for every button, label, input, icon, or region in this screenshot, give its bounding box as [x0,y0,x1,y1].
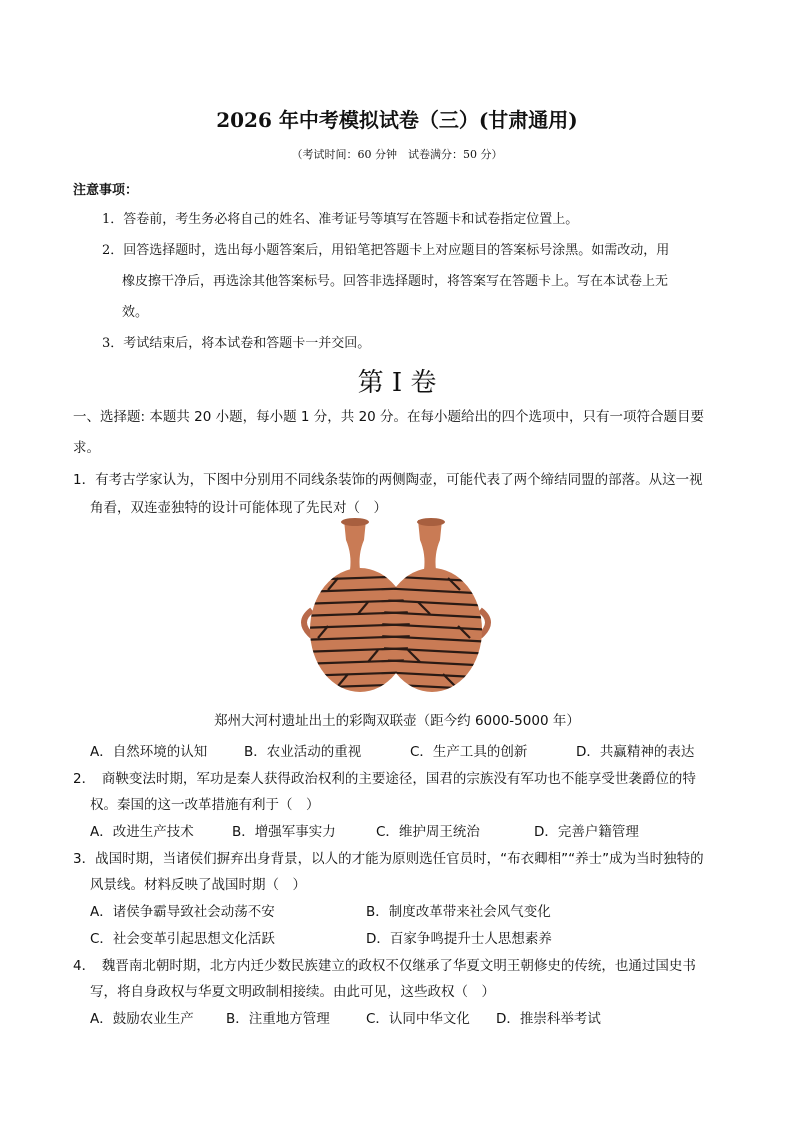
question-1-line-1: 1．有考古学家认为，下图中分别用不同线条装饰的两侧陶壶，可能代表了两个缔结同盟的部落。从这一视 [73,472,703,488]
notice-heading: 注意事项： [73,183,139,198]
notice-item-1: 1．答卷前，考生务必将自己的姓名、准考证号等填写在答题卡和试卷指定位置上。 [102,212,579,227]
question-1-line-2: 角看，双连壶独特的设计可能体现了先民对（ ） [90,500,387,516]
image-caption: 郑州大河村遗址出土的彩陶双联壶（距今约 6000-5000 年） [214,713,580,729]
question-3-line-1: 3．战国时期，当诸侯们摒弃出身背景，以人的才能为原则选任官员时，“布衣卿相”“养士”成为当时独特的 [73,851,704,867]
section-instructions-line-2: 求。 [73,440,100,456]
question-4-line-1: 4． 魏晋南北朝时期，北方内迁少数民族建立的政权不仅继承了华夏文明王朝修史的传统，也通过国史书 [73,958,696,974]
q2-option-d: D．完善户籍管理 [534,824,639,840]
q2-option-b: B．增强军事实力 [232,824,336,840]
question-2-line-2: 权。秦国的这一改革措施有利于（ ） [90,797,320,813]
question-3-line-2: 风景线。材料反映了战国时期（ ） [90,877,306,893]
notice-item-2-line-3: 效。 [122,305,149,320]
notice-item-2-line-1: 2．回答选择题时，选出每小题答案后，用铅笔把答题卡上对应题目的答案标号涂黑。如需改动，用 [102,243,670,258]
q4-option-d: D．推崇科举考试 [496,1011,601,1027]
q2-option-a: A．改进生产技术 [90,824,194,840]
q4-option-a: A．鼓励农业生产 [90,1011,194,1027]
question-2-line-1: 2． 商鞅变法时期，军功是秦人获得政治权利的主要途径，国君的宗族没有军功也不能享受世袭爵位的特 [73,771,696,787]
q3-option-c: C．社会变革引起思想文化活跃 [90,931,275,947]
q1-option-b: B．农业活动的重视 [244,744,362,760]
q3-option-d: D．百家争鸣提升士人思想素养 [366,931,552,947]
exam-subtitle: （考试时间：60 分钟 试卷满分：50 分） [291,148,503,161]
q2-option-c: C．维护周王统治 [376,824,480,840]
notice-item-2-line-2: 橡皮擦干净后，再选涂其他答案标号。回答非选择题时，将答案写在答题卡上。写在本试卷上无 [122,274,669,289]
q1-option-a: A．自然环境的认知 [90,744,208,760]
q1-option-c: C．生产工具的创新 [410,744,528,760]
q3-option-b: B．制度改革带来社会风气变化 [366,904,551,920]
q4-option-b: B．注重地方管理 [226,1011,330,1027]
q1-option-d: D．共赢精神的表达 [576,744,695,760]
volume-heading: 第 I 卷 [357,368,437,398]
q4-option-c: C．认同中华文化 [366,1011,470,1027]
section-instructions-line-1: 一、选择题: 本题共 20 小题，每小题 1 分，共 20 分。在每小题给出的四个选项中，只有一项符合题目要 [73,409,705,425]
double-pottery-pot-image [298,518,494,698]
notice-item-3: 3．考试结束后，将本试卷和答题卡一并交回。 [102,336,371,351]
exam-title: 2026 年中考模拟试卷（三）(甘肃通用) [216,108,578,132]
question-4-line-2: 写，将自身政权与华夏文明政制相接续。由此可见，这些政权（ ） [90,984,495,1000]
q3-option-a: A．诸侯争霸导致社会动荡不安 [90,904,275,920]
